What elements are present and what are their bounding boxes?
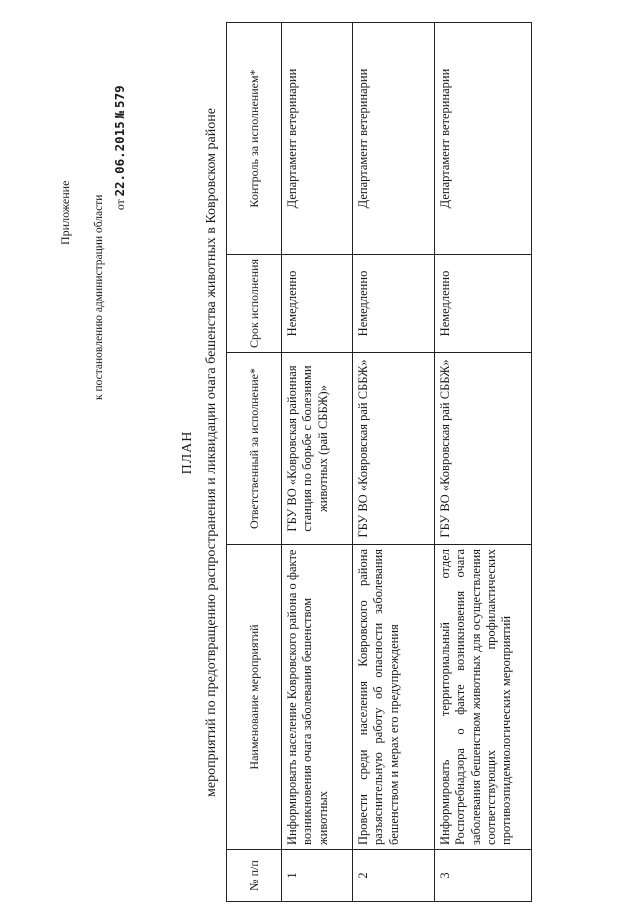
appendix-title: Приложение xyxy=(58,180,72,245)
row-number: 3 xyxy=(435,850,532,902)
plan-subtitle: мероприятий по предотвращению распространения и ликвидации очага бешенства животных в Ковровском районе xyxy=(204,108,219,797)
row-action: Информировать население Ковровского района о факте возникновения очага заболевания бешенством животных xyxy=(282,545,353,850)
plan-table xyxy=(226,22,532,902)
row-action: Информировать территориальный отдел Роспотребнадзора о факте возникновения очага заболевания бешенством животных для осуществления соответствующих профилактических противоэпидемиологических мероприятий xyxy=(435,545,532,850)
row-control: Департамент ветеринарии xyxy=(282,23,353,255)
row-action: Провести среди населения Ковровского района разъяснительную работу об опасности заболевания бешенством и мерах его предупреждения xyxy=(353,545,435,850)
appendix-date-row xyxy=(112,85,127,210)
row-deadline: Немедленно xyxy=(282,255,353,353)
row-number: 1 xyxy=(282,850,353,902)
number-value: 579 xyxy=(112,85,127,108)
table-header-row xyxy=(227,23,282,902)
header-action: Наименование мероприятий xyxy=(227,545,282,850)
row-deadline: Немедленно xyxy=(353,255,435,353)
date-value: 22.06.2015 xyxy=(112,121,127,197)
header-deadline: Срок исполнения xyxy=(227,255,282,353)
appendix-subtitle: к постановлению администрации области xyxy=(93,194,105,400)
header-responsible: Ответственный за исполнение* xyxy=(227,353,282,545)
row-control: Департамент ветеринарии xyxy=(353,23,435,255)
row-number: 2 xyxy=(353,850,435,902)
header-control: Контроль за исполнением* xyxy=(227,23,282,255)
date-prefix: от xyxy=(115,199,127,210)
header-number: № п/п xyxy=(227,850,282,902)
table-row xyxy=(282,23,353,902)
number-prefix: № xyxy=(112,110,127,119)
row-deadline: Немедленно xyxy=(435,255,532,353)
row-responsible: ГБУ ВО «Ковровская рай СББЖ» xyxy=(435,353,532,545)
row-control: Департамент ветеринарии xyxy=(435,23,532,255)
row-responsible: ГБУ ВО «Ковровская рай СББЖ» xyxy=(353,353,435,545)
table-row xyxy=(435,23,532,902)
table-row xyxy=(353,23,435,902)
row-responsible: ГБУ ВО «Ковровская районная станция по борьбе с болезнями животных (рай СББЖ)» xyxy=(282,353,353,545)
plan-title: ПЛАН xyxy=(180,430,195,475)
